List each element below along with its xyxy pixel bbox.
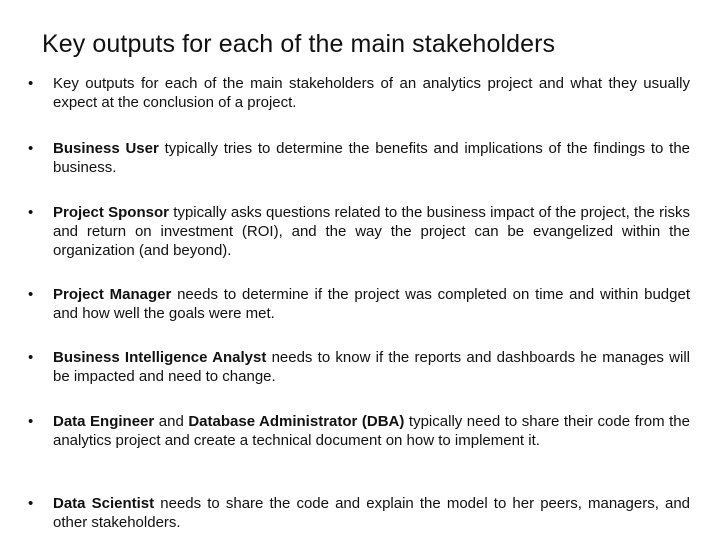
bullet-text xyxy=(53,348,690,386)
bullet-dot-icon: • xyxy=(28,140,34,157)
bullet-dot-icon: • xyxy=(28,286,34,303)
bullet-body: typically need to share their code from the analytics project and create a technical document on how to implement it. xyxy=(53,413,690,449)
bullet-item xyxy=(22,139,690,177)
bullet-role: Data Engineer xyxy=(53,413,155,430)
bullet-body: Key outputs for each of the main stakeholders of an analytics project and what they usually expect at the conclusion of a project. xyxy=(53,75,690,111)
bullet-dot-icon: • xyxy=(28,413,34,430)
bullet-role: Data Scientist xyxy=(53,495,155,512)
bullet-text xyxy=(53,285,690,323)
bullet-dot-icon: • xyxy=(28,349,34,366)
bullet-item xyxy=(22,285,690,323)
bullet-body: needs to share the code and explain the model to her peers, managers, and other stakeholders. xyxy=(53,495,691,531)
bullet-body: typically asks questions related to the business impact of the project, the risks and return on investment (ROI), and the way the project can be evangelized within the organization (and beyond). xyxy=(53,204,690,259)
bullet-item xyxy=(22,494,690,532)
bullet-text xyxy=(53,203,690,260)
bullet-text xyxy=(53,412,690,450)
bullet-role: Business Intelligence Analyst xyxy=(53,349,267,366)
bullet-text xyxy=(53,139,690,177)
bullet-body: needs to know if the reports and dashboards he manages will be impacted and need to change. xyxy=(53,349,690,385)
bullet-role: Project Manager xyxy=(53,286,172,303)
bullet-body: typically tries to determine the benefits and implications of the findings to the business. xyxy=(53,140,690,176)
bullet-item xyxy=(22,348,690,386)
bullet-body: needs to determine if the project was completed on time and within budget and how well the goals were met. xyxy=(53,286,690,322)
bullet-dot-icon: • xyxy=(28,75,34,92)
bullet-text xyxy=(53,494,690,532)
bullet-item xyxy=(22,412,690,450)
bullet-item xyxy=(22,74,690,112)
bullet-dot-icon: • xyxy=(28,204,34,221)
bullet-dot-icon: • xyxy=(28,495,34,512)
bullet-role-secondary: Database Administrator (DBA) xyxy=(188,413,405,430)
slide-title: Key outputs for each of the main stakeholders xyxy=(42,30,556,58)
bullet-role: Business User xyxy=(53,140,159,157)
bullet-connector: and xyxy=(154,413,189,430)
bullet-text xyxy=(53,74,690,112)
bullet-role: Project Sponsor xyxy=(53,204,169,221)
bullet-item xyxy=(22,203,690,260)
